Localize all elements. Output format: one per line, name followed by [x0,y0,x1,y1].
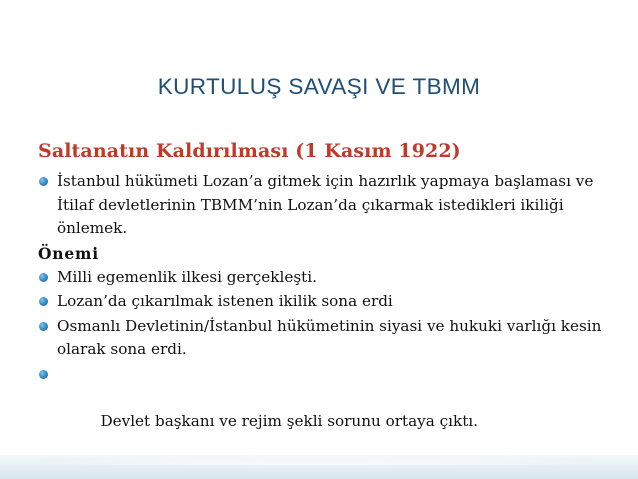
bullet-text: Osmanlı Devletinin/İstanbul hükümetinin siyasi ve hukuki varlığı kesin olarak sona erdi. [57,316,602,358]
round-bullet-icon [38,369,50,381]
section-heading: Saltanatın Kaldırılması (1 Kasım 1922) [38,140,461,162]
importance-bullet-item [38,315,608,362]
bullet-text: Milli egemenlik ilkesi gerçekleşti. [57,267,317,286]
round-bullet-icon [38,296,50,308]
importance-bullet-item [38,363,608,457]
round-bullet-icon [38,272,50,284]
slide-body [38,138,608,479]
slide-title: KURTULUŞ SAVAŞI VE TBMM [157,74,481,99]
intro-bullet-list [38,170,608,241]
importance-bullet-item [38,290,608,314]
bullet-text: Lozan’da çıkarılmak istenen ikilik sona erdi [57,292,393,310]
slide-bottom-band [0,455,638,479]
sub-heading-onemi: Önemi [38,243,99,263]
importance-bullet-item [38,266,608,290]
bullet-text: Devlet başkanı ve rejim şekli sorunu ortaya çıktı. [95,411,478,430]
round-bullet-icon [38,176,50,188]
round-bullet-icon [38,321,50,333]
intro-bullet-item [38,170,608,241]
importance-bullet-list [38,266,608,479]
bullet-text: İstanbul hükümeti Lozan’a gitmek için hazırlık yapmaya başlaması ve İtilaf devletlerinin TBMM’nin Lozan’da çıkarmak istedikleri ikiliği önlemek. [57,172,594,237]
